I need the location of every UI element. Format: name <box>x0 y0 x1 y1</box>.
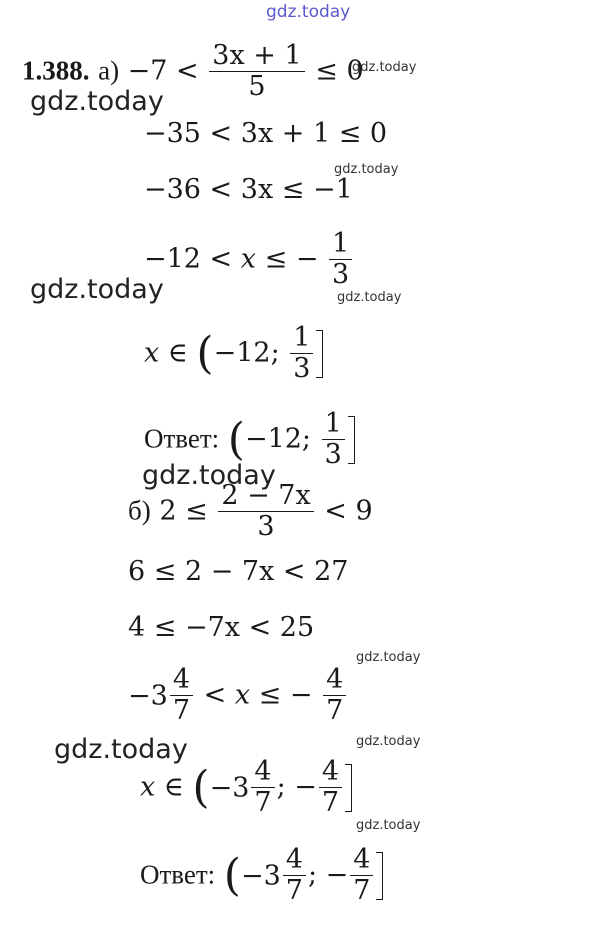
watermark: gdz.today <box>30 86 164 117</box>
watermark: gdz.today <box>356 818 421 833</box>
part-b-line-2: 6 ≤ 2 − 7x < 27 <box>128 556 349 587</box>
watermark: gdz.today <box>337 290 402 305</box>
watermark: gdz.today <box>356 734 421 749</box>
interval-lower: −12; <box>213 337 280 369</box>
variable-x: x <box>144 337 160 369</box>
part-b-label: б) <box>128 495 151 526</box>
fraction <box>170 666 193 726</box>
problem-number: 1.388. <box>22 55 90 86</box>
fraction <box>218 482 313 542</box>
part-b-line-4: −3 $\frac{4}{7}$ < x ≤ − $\frac{4}{7}$ <box>128 666 348 726</box>
watermark: gdz.today <box>356 650 421 665</box>
fraction <box>251 758 274 818</box>
mixed-whole: −3 <box>209 772 250 804</box>
variable-x: x <box>234 679 251 711</box>
open-paren: ( <box>227 413 245 465</box>
fraction <box>283 846 306 906</box>
fraction-denominator: 3 <box>293 353 311 385</box>
fraction-numerator: 2 − 7x <box>218 482 313 512</box>
fraction-denominator: 3 <box>332 259 350 291</box>
open-paren: ( <box>196 327 214 379</box>
part-b-interval <box>140 758 352 818</box>
answer-label: Ответ: <box>140 859 216 890</box>
ineq-left: 2 ≤ <box>159 495 208 527</box>
fraction-denominator: 3 <box>257 511 275 543</box>
part-a-line-4 <box>144 230 354 290</box>
ineq-right: < 9 <box>324 495 373 527</box>
answer-label: Ответ: <box>144 423 220 454</box>
watermark: gdz.today <box>334 162 399 177</box>
close-bracket <box>348 416 355 464</box>
fraction-denominator: 3 <box>324 439 342 471</box>
fraction <box>319 758 342 818</box>
fraction-denominator: 5 <box>248 71 266 103</box>
part-a-label: а) <box>98 55 120 86</box>
relation: ≤ − <box>258 679 313 711</box>
watermark: gdz.today <box>30 274 164 305</box>
watermark: gdz.today <box>142 460 276 491</box>
close-bracket <box>316 330 323 378</box>
mixed-whole: −3 <box>128 680 168 712</box>
part-a-line-3: −36 < 3x ≤ −1 <box>144 174 353 205</box>
fraction-numerator: 4 <box>319 758 342 788</box>
relation: ≤ − <box>264 243 319 275</box>
fraction-numerator: 3x + 1 <box>209 42 304 72</box>
separator: ; − <box>276 771 317 803</box>
close-bracket <box>376 852 383 900</box>
fraction-denominator: 7 <box>172 695 190 727</box>
part-a-interval <box>144 324 323 384</box>
watermark-top: gdz.today <box>266 2 351 22</box>
close-bracket <box>345 764 352 812</box>
element-of: ∈ <box>163 771 184 803</box>
variable-x: x <box>240 243 257 275</box>
open-paren: ( <box>223 849 241 901</box>
variable-x: x <box>140 771 156 803</box>
fraction <box>350 846 373 906</box>
fraction <box>329 230 352 290</box>
part-b-line-3: 4 ≤ −7x < 25 <box>128 612 315 643</box>
open-paren: ( <box>192 761 210 813</box>
part-b-answer <box>140 846 383 906</box>
fraction-numerator: 4 <box>251 758 274 788</box>
watermark: gdz.today <box>54 734 188 765</box>
fraction-numerator: 4 <box>283 846 306 876</box>
fraction-numerator: 4 <box>170 666 193 696</box>
separator: ; − <box>307 859 349 891</box>
fraction <box>290 324 313 384</box>
fraction-denominator: 7 <box>321 787 340 819</box>
fraction <box>323 666 346 726</box>
fraction-denominator: 7 <box>326 695 344 727</box>
part-a-line-1 <box>22 42 364 102</box>
ineq-right: ≤ 0 <box>315 55 364 87</box>
fraction-numerator: 4 <box>323 666 346 696</box>
fraction-denominator: 7 <box>254 787 272 819</box>
fraction <box>209 42 304 102</box>
part-a-answer <box>144 410 355 470</box>
fraction-denominator: 7 <box>353 875 371 907</box>
watermark: gdz.today <box>352 60 417 75</box>
part-a-line-2: −35 < 3x + 1 ≤ 0 <box>144 118 388 149</box>
fraction-numerator: 1 <box>322 410 345 440</box>
fraction-numerator: 1 <box>290 324 313 354</box>
element-of: ∈ <box>167 337 188 369</box>
fraction-denominator: 7 <box>285 875 303 907</box>
mixed-whole: −3 <box>240 860 281 892</box>
part-b-line-1 <box>128 482 373 542</box>
ineq-left: −12 < <box>144 243 233 275</box>
fraction <box>322 410 345 470</box>
fraction-numerator: 4 <box>350 846 373 876</box>
fraction-numerator: 1 <box>329 230 352 260</box>
ineq-left: −7 < <box>127 55 199 87</box>
interval-lower: −12; <box>244 423 312 455</box>
